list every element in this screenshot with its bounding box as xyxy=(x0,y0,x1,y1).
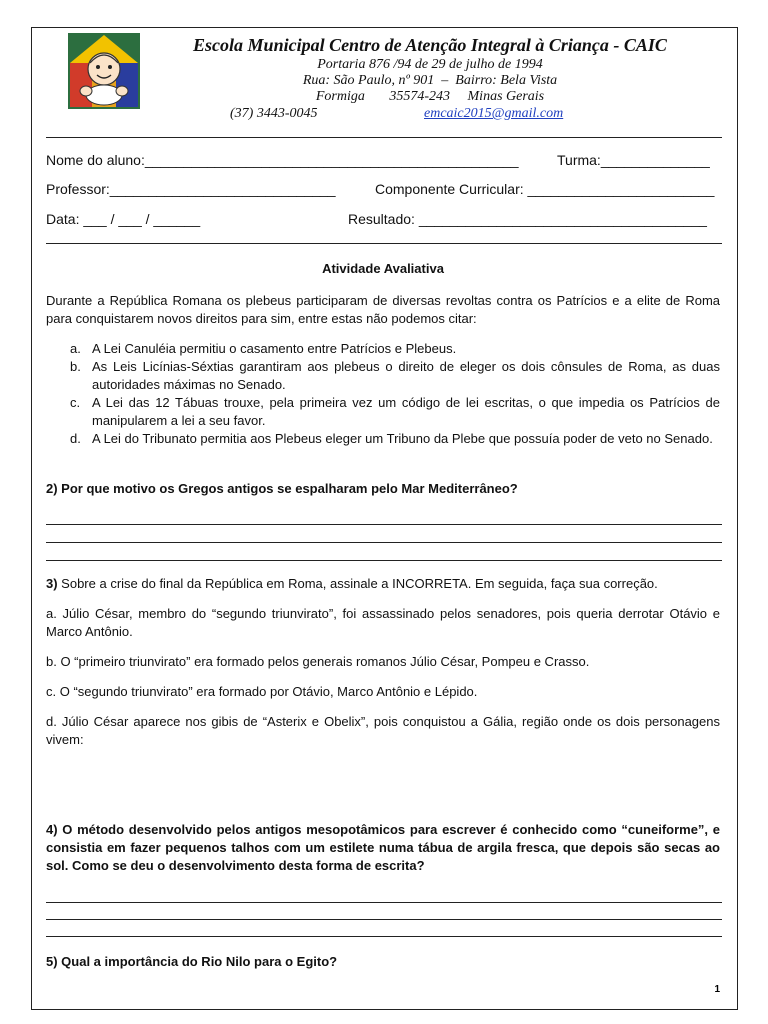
q3-statement: Sobre a crise do final da República em Roma, assinale a INCORRETA. Em seguida, faça sua correção. xyxy=(57,576,658,591)
email-link[interactable]: emcaic2015@gmail.com xyxy=(424,106,564,121)
activity-title: Atividade Avaliativa xyxy=(322,261,444,276)
q3-item-a: a. Júlio César, membro do “segundo triunvirato”, foi assassinado pelos senadores, pois queria derrotar Otávio e Marco Antônio. xyxy=(46,606,720,639)
result-field[interactable]: Resultado: _____________________________________ xyxy=(348,211,707,227)
q3-number: 3) xyxy=(46,576,58,591)
class-field[interactable]: Turma:______________ xyxy=(557,152,710,168)
option-text: A Lei Canuléia permitiu o casamento entre Patrícios e Plebeus. xyxy=(92,341,457,356)
fields-divider xyxy=(46,243,722,244)
q1-option-a[interactable] xyxy=(70,340,720,358)
header-divider xyxy=(46,137,722,138)
answer-line[interactable] xyxy=(46,560,722,561)
option-letter: d. xyxy=(70,431,81,446)
q2-text: 2) Por que motivo os Gregos antigos se espalharam pelo Mar Mediterrâneo? xyxy=(46,481,518,496)
option-letter: b. xyxy=(70,359,81,374)
portaria-line: Portaria 876 /94 de 29 de julho de 1994 xyxy=(317,57,543,72)
q3-item-b: b. O “primeiro triunvirato” era formado pelos generais romanos Júlio César, Pompeu e Crasso. xyxy=(46,654,590,669)
page-number: 1 xyxy=(714,984,720,995)
answer-line[interactable] xyxy=(46,524,722,525)
city-line: Formiga 35574-243 Minas Gerais xyxy=(315,89,545,104)
q4-text: 4) O método desenvolvido pelos antigos mesopotâmicos para escrever é conhecido como “cuneiforme”, e consistia em fazer pequenos talhos com um estilete numa tábua de argila fresca, que depois são secas ao sol. Como se deu o desenvolvimento desta forma de escrita? xyxy=(46,822,720,873)
q5-text: 5) Qual a importância do Rio Nilo para o Egito? xyxy=(46,954,338,969)
q1-text: Durante a República Romana os plebeus participaram de diversas revoltas contra os Patrícios e a elite de Roma para conquistarem novos direitos para sim, entre estas não podemos citar: xyxy=(46,293,720,326)
subject-field[interactable]: Componente Curricular: ________________________ xyxy=(375,181,715,197)
student-name-field[interactable]: Nome do aluno:________________________________________________ xyxy=(46,152,519,168)
answer-line[interactable] xyxy=(46,542,722,543)
school-name: Escola Municipal Centro de Atenção Integral à Criança - CAIC xyxy=(193,35,667,55)
option-letter: a. xyxy=(70,341,81,356)
answer-line[interactable] xyxy=(46,902,722,903)
date-field[interactable]: Data: ___ / ___ / ______ xyxy=(46,211,201,227)
q3-item-c: c. O “segundo triunvirato” era formado por Otávio, Marco Antônio e Lépido. xyxy=(46,684,478,699)
answer-line[interactable] xyxy=(46,919,722,920)
q1-option-c[interactable] xyxy=(70,394,720,430)
option-text: As Leis Licínias-Séxtias garantiram aos plebeus o direito de eleger os dois cônsules de Roma, as duas autoridades máximas no Senado. xyxy=(92,359,720,392)
answer-line[interactable] xyxy=(46,936,722,937)
school-logo xyxy=(68,33,140,109)
teacher-field[interactable]: Professor:_____________________________ xyxy=(46,181,336,197)
option-letter: c. xyxy=(70,395,81,410)
q3-text xyxy=(46,575,720,593)
q1-option-b[interactable] xyxy=(70,358,720,394)
q3-item-d: d. Júlio César aparece nos gibis de “Asterix e Obelix”, pois conquistou a Gália, região onde os dois personagens vivem: xyxy=(46,714,720,747)
option-text: A Lei das 12 Tábuas trouxe, pela primeira vez um código de lei escritas, o que impedia os Patrícios de manipularem a lei a seu favor. xyxy=(92,395,720,428)
phone: (37) 3443-0045 xyxy=(230,106,318,121)
address-line: Rua: São Paulo, nº 901 – Bairro: Bela Vista xyxy=(302,73,558,88)
q1-option-d[interactable] xyxy=(70,430,720,448)
option-text: A Lei do Tribunato permitia aos Plebeus eleger um Tribuno da Plebe que possuía poder de veto no Senado. xyxy=(92,431,713,446)
